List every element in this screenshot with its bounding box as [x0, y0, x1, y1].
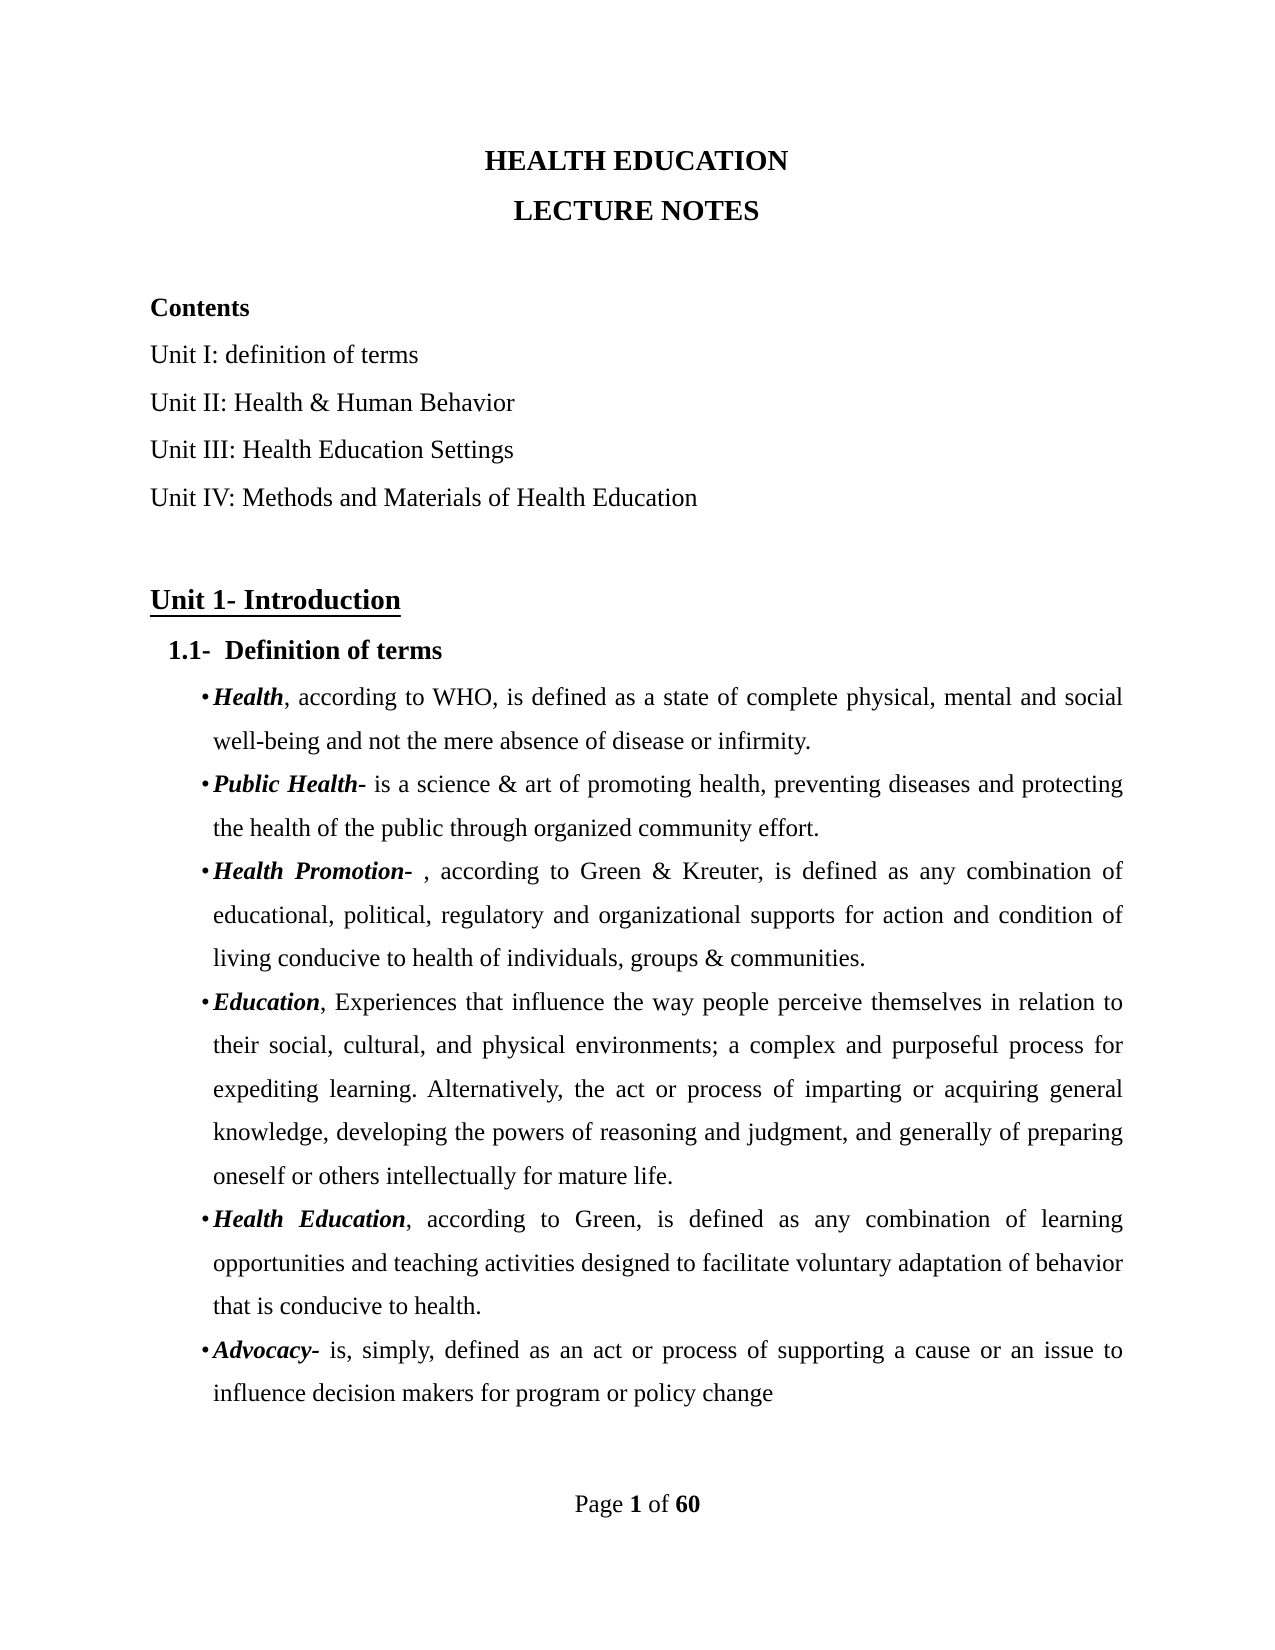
definition-text: , according to WHO, is defined as a state of complete physical, mental and social well-being and not the mere absence of disease or infirmity. [213, 684, 1123, 755]
contents-item-unit2: Unit II: Health & Human Behavior [150, 387, 515, 417]
subsection-heading [150, 626, 1123, 674]
footer-total-pages: 60 [675, 1491, 701, 1518]
definition-text: is, simply, defined as an act or process of supporting a cause or an issue to influence decision makers for program or policy change [213, 1336, 1123, 1407]
contents-heading: Contents [150, 293, 250, 322]
definition-item-advocacy [150, 1329, 1123, 1416]
definition-text: , Experiences that influence the way people perceive themselves in relation to their social, cultural, and physical environments; a complex and purposeful process for expediting learning. Alternatively, the act or process of imparting or acquiring general knowledge, developing the powers of reasoning and judgment, and generally of preparing oneself or others intellectually for mature life. [213, 988, 1123, 1190]
definition-item-health [150, 676, 1123, 763]
page-content [150, 0, 1123, 1416]
footer-label-of: of [642, 1491, 676, 1518]
contents-item-unit1: Unit I: definition of terms [150, 340, 419, 369]
definition-term: Public Health- [213, 771, 367, 798]
definition-term: Advocacy- [213, 1336, 320, 1364]
definition-item-education [150, 981, 1123, 1199]
contents-item-unit3: Unit III: Health Education Settings [150, 435, 514, 464]
document-title-line1: HEALTH EDUCATION [484, 145, 789, 177]
footer-label-page: Page [574, 1491, 630, 1518]
definition-term: Education [213, 988, 320, 1016]
definition-term: Health [213, 684, 284, 711]
subsection-title: Definition of terms [224, 635, 443, 665]
definition-item-public-health [150, 763, 1123, 850]
footer-page-number: 1 [629, 1491, 643, 1518]
section-heading-unit1: Unit 1- Introduction [150, 584, 401, 616]
contents-item-unit4: Unit IV: Methods and Materials of Health Education [150, 482, 698, 512]
definition-text: is a science & art of promoting health, preventing diseases and protecting the health of the public through organized community effort. [213, 771, 1124, 842]
definition-item-health-promotion [150, 850, 1123, 981]
contents-list [150, 331, 1123, 521]
definitions-list [150, 676, 1123, 1416]
page-footer [0, 1489, 1275, 1521]
definition-item-health-education [150, 1198, 1123, 1329]
subsection-number: 1.1- [168, 635, 211, 665]
document-title-block [150, 0, 1123, 236]
definition-text: , according to Green & Kreuter, is defined as any combination of educational, political, regulatory and organizational supports for action and condition of living conducive to health of individuals, groups & communities. [213, 858, 1123, 972]
document-title-line2: LECTURE NOTES [513, 195, 760, 227]
definition-text: , according to Green, is defined as any combination of learning opportunities and teaching activities designed to facilitate voluntary adaptation of behavior that is conducive to health. [213, 1206, 1123, 1320]
definition-term: Health Promotion- [213, 858, 413, 885]
definition-term: Health Education [213, 1206, 406, 1233]
